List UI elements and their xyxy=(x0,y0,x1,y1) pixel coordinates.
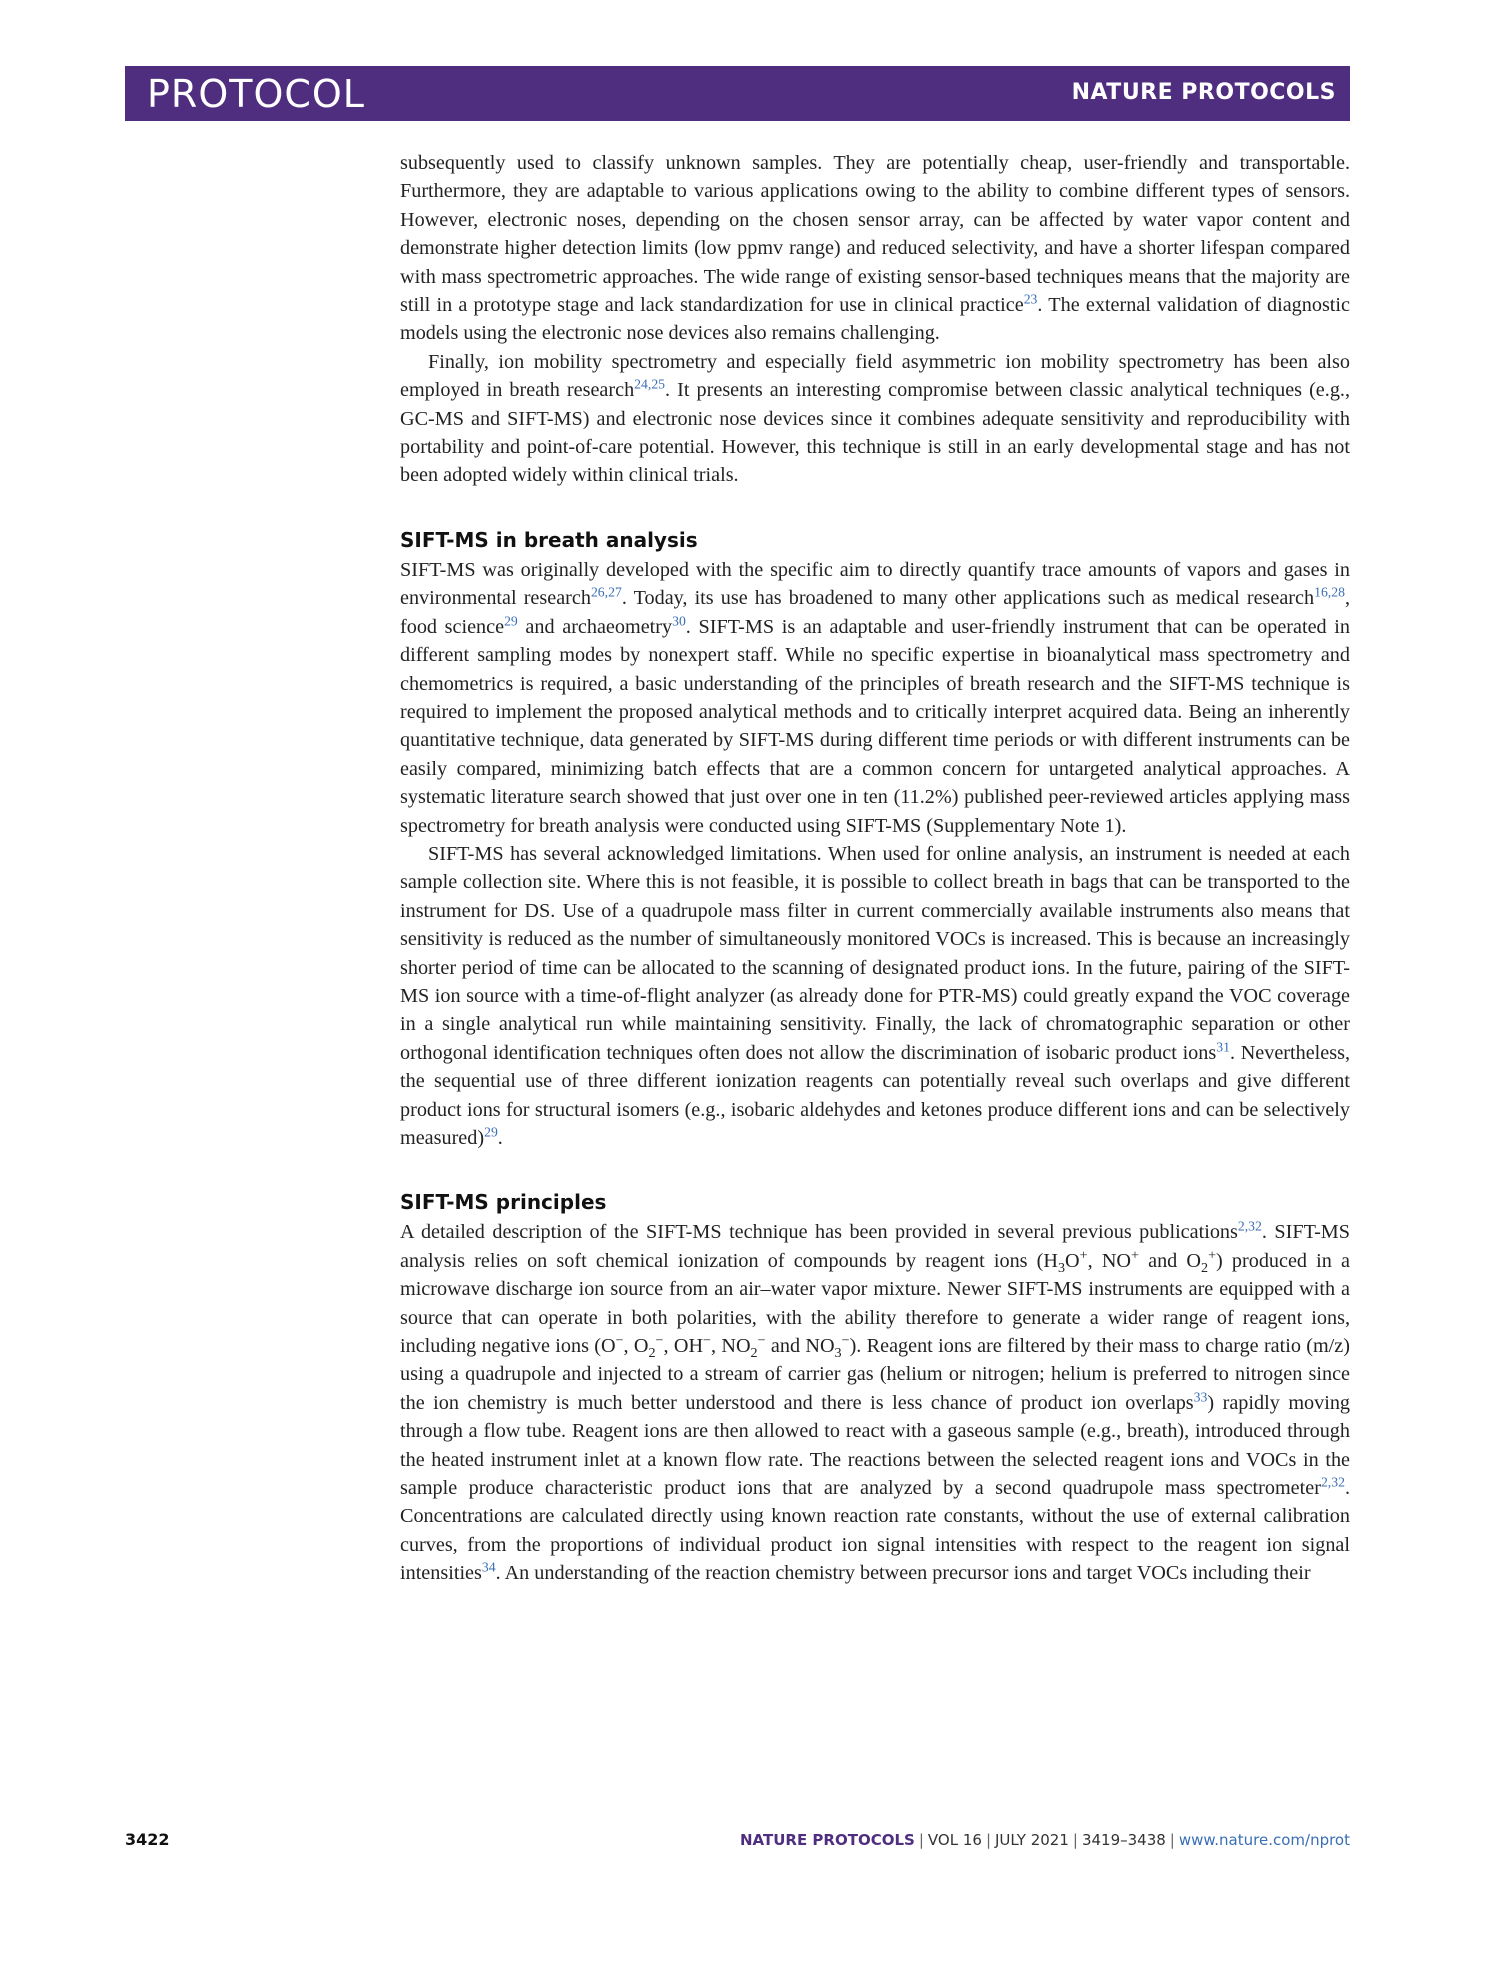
footer-date: JULY 2021 xyxy=(995,1831,1069,1849)
citation-link[interactable]: 31 xyxy=(1216,1039,1230,1055)
citation-link[interactable]: 26,27 xyxy=(590,584,622,600)
header-bar xyxy=(125,66,1350,121)
citation-link[interactable]: 2,32 xyxy=(1237,1218,1262,1234)
paragraph-ion-mobility: Finally, ion mobility spectrometry and especially field asymmetric ion mobility spectrometry has been also employed in breath research$^{24,25}$. It presents an interesting compromise between classic analytical techniques (e.g., GC-MS and SIFT-MS) and electronic nose devices since it combines adequate sensitivity and reproducibility with portability and point-of-care potential. However, this technique is still in an early developmental stage and has not been adopted widely within clinical trials. xyxy=(400,350,1351,487)
section-heading-sift-ms-principles: SIFT-MS principles xyxy=(400,1190,607,1215)
journal-name: NATURE PROTOCOLS xyxy=(1071,80,1336,105)
footer-volume: VOL 16 xyxy=(927,1831,982,1849)
citation-link[interactable]: 24,25 xyxy=(634,376,666,392)
paragraph-sift-ms-principles: A detailed description of the SIFT-MS technique has been provided in several previous publications$^{2,32}$. SIFT-MS analysis relies on soft chemical ionization of compounds by reagent ions ($H_3O^+$, NO+ and $O_2^+$) produced in a microwave discharge ion source from an air–water vapor mixture. Newer SIFT-MS instruments are equipped with a source that can operate in both polarities, with the ability therefore to generate a wider range of reagent ions, including negative ions (O−, $O_2^-$, OH−, $NO_2^-$ and $NO_3^-$). Reagent ions are filtered by their mass to charge ratio (m/z) using a quadrupole and injected to a stream of carrier gas (helium or nitrogen; helium is preferred to nitrogen since the ion chemistry is much better understood and there is less chance of product ion overlaps$^{33}$) rapidly moving through a flow tube. Reagent ions are then allowed to react with a gaseous sample (e.g., breath), introduced through the heated instrument inlet at a known flow rate. The reactions between the selected reagent ions and VOCs in the sample produce characteristic product ions that are analyzed by a second quadrupole mass spectrometer$^{2,32}$. Concentrations are calculated directly using known reaction rate constants, without the use of external calibration curves, from the proportions of individual product ion signal intensities with respect to the reagent ion signal intensities$^{34}$. An understanding of the reaction chemistry between precursor ions and target VOCs including their xyxy=(400,1218,1351,1585)
citation-link[interactable]: 16,28 xyxy=(1314,584,1345,600)
citation-link[interactable]: 29 xyxy=(484,1124,498,1140)
paragraph-sift-ms-limitations: SIFT-MS has several acknowledged limitations. When used for online analysis, an instrument is needed at each sample collection site. Where this is not feasible, it is possible to collect breath in bags that can be transported to the instrument for DS. Use of a quadrupole mass filter in current commercially available instruments also means that sensitivity is reduced as the number of simultaneously monitored VOCs is increased. This is because an increasingly shorter period of time can be allocated to the scanning of designated product ions. In the future, pairing of the SIFT-MS ion source with a time-of-flight analyzer (as already done for PTR-MS) could greatly expand the VOC coverage in a single analytical run while maintaining sensitivity. Finally, the lack of chromatographic separation or other orthogonal identification techniques often does not allow the discrimination of isobaric product ions$^{31}$. Nevertheless, the sequential use of three different ionization reagents can potentially reveal such overlaps and give different product ions for structural isomers (e.g., isobaric aldehydes and ketones produce different ions and can be selectively measured)$^{29}$. xyxy=(400,842,1351,1149)
section-heading-sift-ms-breath: SIFT-MS in breath analysis xyxy=(400,527,698,552)
paragraph-sift-ms-overview: SIFT-MS was originally developed with the specific aim to directly quantify trace amounts of vapors and gases in environmental research$^{26,27}$. Today, its use has broadened to many other applications such as medical research$^{16,28}$, food science$^{29}$ and archaeometry$^{30}$. SIFT-MS is an adaptable and user-friendly instrument that can be operated in different sampling modes by nonexpert staff. While no specific expertise in bioanalytical mass spectrometry and chemometrics is required, a basic understanding of the principles of breath research and the SIFT-MS technique is required to implement the proposed analytical methods and to critically interpret acquired data. Being an inherently quantitative technique, data generated by SIFT-MS during different time periods or with different instruments can be easily compared, minimizing batch effects that are a common concern for untargeted analytical approaches. A systematic literature search showed that just over one in ten (11.2%) published peer-reviewed articles applying mass spectrometry for breath analysis were conducted using SIFT-MS (Supplementary Note 1). xyxy=(400,558,1350,837)
journal-url-link[interactable]: www.nature.com/nprot xyxy=(1178,1831,1350,1849)
citation-link[interactable]: 2,32 xyxy=(1320,1474,1345,1490)
citation-link[interactable]: 30 xyxy=(672,612,686,628)
citation-link[interactable]: 29 xyxy=(504,612,518,628)
citation-link[interactable]: 34 xyxy=(481,1559,496,1575)
citation-link[interactable]: 23 xyxy=(1023,291,1038,307)
section-label: PROTOCOL xyxy=(147,72,365,116)
footer-pages: 3419–3438 xyxy=(1081,1831,1166,1849)
page-number: 3422 xyxy=(125,1830,170,1849)
footer-journal: NATURE PROTOCOLS xyxy=(740,1831,915,1849)
article-body xyxy=(400,149,1350,1588)
citation-link[interactable]: 33 xyxy=(1193,1389,1208,1405)
footer-citation: NATURE PROTOCOLS | VOL 16 | JULY 2021 | 3419–3438 | www.nature.com/nprot xyxy=(740,1831,1350,1849)
paragraph-electronic-nose: subsequently used to classify unknown samples. They are potentially cheap, user-friendly and transportable. Furthermore, they are adaptable to various applications owing to the ability to combine different types of sensors. However, electronic noses, depending on the chosen sensor array, can be affected by water vapor content and demonstrate higher detection limits (low ppmv range) and reduced selectivity, and have a shorter lifespan compared with mass spectrometric approaches. The wide range of existing sensor-based techniques means that the majority are still in a prototype stage and lack standardization for use in clinical practice$^{23}$. The external validation of diagnostic models using the electronic nose devices also remains challenging. xyxy=(400,152,1350,345)
